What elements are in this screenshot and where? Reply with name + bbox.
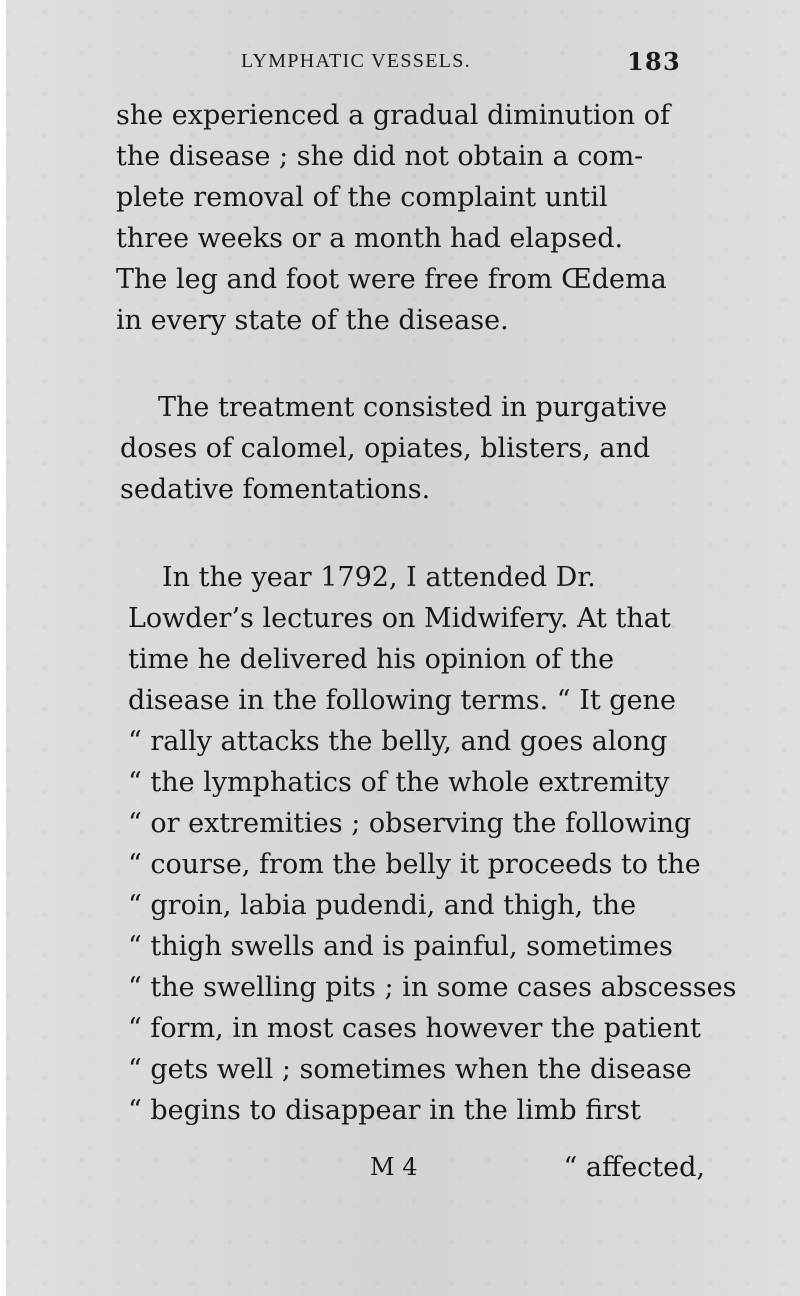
text-line: The treatment consisted in purgative <box>158 392 668 423</box>
text-line: “ or extremities ; observing the following <box>128 808 692 839</box>
page-number: 183 <box>627 47 681 76</box>
text-line: time he delivered his opinion of the <box>128 644 615 675</box>
text-line: “ thigh swells and is painful, sometimes <box>128 931 673 962</box>
text-line: Lowder’s lectures on Midwifery. At that <box>128 603 671 634</box>
text-line: sedative fomentations. <box>120 474 431 505</box>
paragraph-2 <box>120 387 686 510</box>
text-line: “ the swelling pits ; in some cases abscesses <box>128 972 737 1003</box>
text-line: three weeks or a month had elapsed. <box>116 223 624 254</box>
text-line: the disease ; she did not obtain a com- <box>116 141 644 172</box>
text-line: “ begins to disappear in the limb first <box>128 1095 641 1126</box>
text-line: “ rally attacks the belly, and goes along <box>128 726 668 757</box>
text-line: “ course, from the belly it proceeds to the <box>128 849 701 880</box>
text-line: doses of calomel, opiates, blisters, and <box>120 433 651 464</box>
text-line: “ the lymphatics of the whole extremity <box>128 767 670 798</box>
text-line: “ groin, labia pudendi, and thigh, the <box>128 890 637 921</box>
text-line: The leg and foot were free from Œdema <box>116 264 667 295</box>
text-line: In the year 1792, I attended Dr. <box>162 562 596 593</box>
signature-mark: M 4 <box>370 1153 418 1181</box>
text-line: “ form, in most cases however the patient <box>128 1013 701 1044</box>
page-header <box>241 47 681 81</box>
text-line: disease in the following terms. “ It gene <box>128 685 676 716</box>
paragraph-1 <box>116 95 691 341</box>
page-footer <box>370 1152 705 1188</box>
page-edge <box>0 0 6 1296</box>
catchword: “ affected, <box>563 1152 705 1183</box>
text-line: plete removal of the complaint until <box>116 182 608 213</box>
paragraph-3 <box>128 557 737 1131</box>
text-line: she experienced a gradual diminution of <box>116 100 671 131</box>
running-head: LYMPHATIC VESSELS. <box>241 50 471 72</box>
text-line: in every state of the disease. <box>116 305 509 336</box>
text-line: “ gets well ; sometimes when the disease <box>128 1054 692 1085</box>
